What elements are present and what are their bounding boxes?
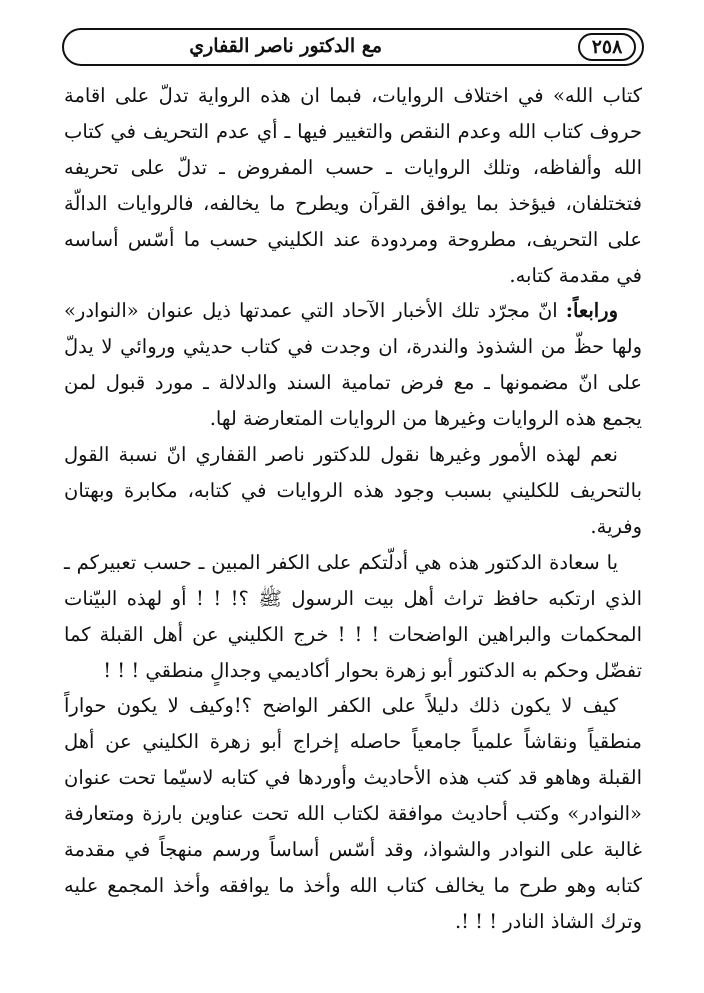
page-number: ٢٥٨ <box>578 33 636 61</box>
paragraph-text: نعم لهذه الأمور وغيرها نقول للدكتور ناصر القفاري انّ نسبة القول بالتحريف للكليني بسبب وجود هذه الروايات في كتابه، مكابرة وبهتان وفرية. <box>64 443 642 538</box>
paragraph-text: كتاب الله» في اختلاف الروايات، فبما ان هذه الرواية تدلّ على اقامة حروف كتاب الله وعدم النقص والتغيير فيها ـ أي عدم التحريف في كتاب الله وألفاظه، وتلك الروايات ـ حسب المفروض ـ تدلّ على تحريفه فتختلفان، فيؤخذ بما يوافق القرآن ويطرح ما يخالفه، فالروايات الدالّة على التحريف، مطروحة ومردودة عند الكليني حسب ما أسّس أساسه في مقدمة كتابه. <box>64 84 642 287</box>
paragraph-lead: ورابعاً: <box>565 299 618 323</box>
paragraph-4 <box>64 545 642 689</box>
paragraph-5 <box>64 688 642 939</box>
body-text <box>64 78 642 940</box>
page-header <box>62 28 644 66</box>
paragraph-text: انّ مجرّد تلك الأخبار الآحاد التي عمدتها ذيل عنوان «النوادر» ولها حظّ من الشذوذ والندرة، ان وجدت في كتاب حديثي وروائي لا يدلّ على انّ مضمونها ـ مع فرض تمامية السند والدلالة ـ مورد قبول لمن يجمع هذه الروايات وغيرها من الروايات المتعارضة لها. <box>64 299 642 431</box>
paragraph-1 <box>64 78 642 293</box>
running-title: مع الدكتور ناصر القفاري <box>189 35 382 57</box>
paragraph-3 <box>64 437 642 545</box>
paragraph-text: كيف لا يكون ذلك دليلاً على الكفر الواضح ؟!وكيف لا يكون حواراً منطقياً ونقاشاً علمياً جامعياً حاصله إخراج أبو زهرة الكليني عن أهل القبلة وهاهو قد كتب هذه الأحاديث وأوردها في كتابه لاسيّما تحت عنوان «النوادر» وكتب أحاديث موافقة لكتاب الله تحت عناوين بارزة ومتعارفة غالبة على النوادر والشواذ، وقد أسّس أساساً ورسم منهجاً في مقدمة كتابه وهو طرح ما يخالف كتاب الله وأخذ ما يوافقه وأخذ المجمع عليه وترك الشاذ النادر ! ! !. <box>64 694 642 933</box>
paragraph-2 <box>64 293 642 437</box>
paragraph-text: يا سعادة الدكتور هذه هي أدلّتكم على الكفر المبين ـ حسب تعبيركم ـ الذي ارتكبه حافظ تراث أهل بيت الرسول ﷺ ؟! ! ! أو لهذه البيّنات المحكمات والبراهين الواضحات ! ! ! خرج الكليني عن أهل القبلة كما تفضّل وحكم به الدكتور أبو زهرة بحوار أكاديمي وجدالٍ منطقي ! ! ! <box>64 550 642 682</box>
